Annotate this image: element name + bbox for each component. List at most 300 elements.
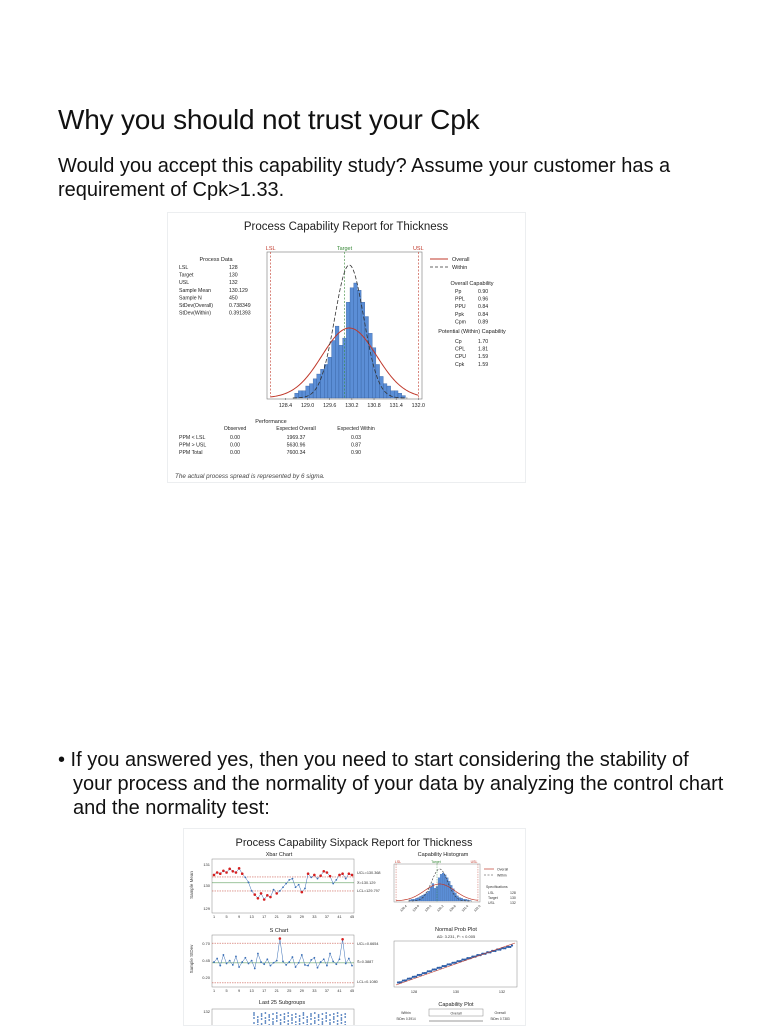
last25-point (329, 1019, 331, 1021)
last25-point (276, 1017, 278, 1019)
overall-capability-table (455, 289, 488, 325)
s-chart-point (335, 963, 337, 965)
cap-hist-bar (428, 891, 430, 901)
last25-point (314, 1012, 316, 1014)
s-chart-point (348, 958, 350, 960)
xbar-point (266, 894, 269, 897)
cap-hist-x-tick: 129.0 (411, 904, 421, 913)
xbar-point (253, 893, 256, 896)
last25-point (325, 1015, 327, 1017)
normal-prob-subtitle: AD: 3.231, P: < 0.005 (436, 934, 476, 939)
s-chart-point (248, 963, 250, 965)
cap-hist-bar (444, 875, 446, 901)
s-chart-point (301, 954, 303, 956)
last25-point (276, 1015, 278, 1017)
xbar-point (225, 871, 228, 874)
xbar-point (219, 872, 222, 875)
s-chart-point (307, 965, 309, 967)
normal-prob-point (440, 967, 442, 969)
cap-spec-header: Specifications (486, 885, 508, 889)
slide-title: Why you should not trust your Cpk (58, 104, 480, 135)
last25-point (287, 1020, 289, 1022)
s-chart-point (326, 965, 328, 967)
xbar-ylabel: Sample Mean (189, 871, 194, 899)
cap-plot-overall-label: Overall (494, 1011, 506, 1015)
s-chart-point (313, 957, 315, 959)
xbar-x-tick: 9 (238, 915, 241, 919)
last25-point (325, 1017, 327, 1019)
cap-plot-within-label: Within (401, 1011, 411, 1015)
s-chart-point (263, 963, 265, 965)
process-data-label: StDev(Overall) (179, 303, 214, 309)
report-title: Process Capability Report for Thickness (243, 221, 449, 233)
normal-prob-x-ticks (411, 990, 505, 994)
xbar-point (241, 872, 244, 875)
last25-point (310, 1013, 312, 1015)
potential-capability-label: Cp (455, 339, 462, 345)
cap-hist-x-tick: 128.4 (399, 904, 408, 913)
xbar-chart-title: Xbar Chart (265, 852, 293, 858)
cap-spec-value: 132 (510, 901, 516, 905)
last25-point (253, 1014, 255, 1016)
last25-point (333, 1018, 335, 1020)
last25-point (322, 1018, 324, 1020)
s-chart-point (288, 961, 290, 963)
last25-point (272, 1013, 274, 1015)
histogram-bar (350, 288, 354, 398)
last25-point (253, 1017, 255, 1019)
xbar-point (216, 871, 219, 874)
cap-hist-x-ticks (399, 904, 481, 913)
xbar-x-tick: 29 (299, 915, 304, 919)
last25-point (310, 1018, 312, 1020)
last25-point (261, 1013, 263, 1015)
last25-point (310, 1015, 312, 1017)
performance-value: 1969.37 (286, 435, 306, 441)
s-ytick-3: 0.20 (202, 975, 210, 980)
last25-point (257, 1019, 259, 1021)
xbar-point (273, 889, 275, 891)
last25-point (318, 1019, 320, 1021)
last25-point (299, 1023, 301, 1025)
s-chart-point (254, 968, 256, 970)
s-chart-x-tick: 1 (212, 989, 216, 993)
s-chart-point (213, 961, 215, 963)
x-tick-label: 128.4 (278, 403, 293, 409)
cap-hist-lsl: LSL (394, 860, 402, 864)
cap-spec-value: 128 (510, 891, 516, 895)
s-chart-x-tick: 45 (349, 989, 355, 993)
process-data-value: 130 (229, 272, 238, 279)
s-chart-point (332, 960, 334, 962)
cap-hist-target: Target (431, 860, 441, 864)
histogram-bar (361, 302, 365, 398)
s-chart-point (257, 953, 259, 955)
xbar-ytick-3: 129 (203, 906, 210, 911)
process-data-value: 132 (229, 280, 238, 287)
last25-point (276, 1020, 278, 1022)
performance-column-header: Observed (223, 426, 247, 432)
xbar-x-tick: 33 (312, 915, 317, 919)
cap-hist-bar (420, 896, 422, 901)
potential-capability-value: 1.59 (478, 361, 489, 368)
s-chart-point (219, 965, 221, 967)
process-data-value: 128 (229, 265, 238, 271)
cap-hist-bar (440, 874, 442, 901)
s-chart-x-tick: 29 (299, 989, 304, 993)
xbar-point (282, 886, 284, 888)
normal-prob-point (499, 949, 501, 951)
performance-value: 0.00 (229, 442, 241, 449)
cap-hist-bar (436, 886, 438, 901)
s-chart-point (223, 954, 225, 956)
performance-value: 0.00 (229, 450, 241, 457)
overall-capability-label: PPU (455, 304, 466, 311)
performance-value: 0.87 (350, 442, 362, 449)
last25-point (337, 1012, 339, 1014)
xbar-point (235, 871, 238, 874)
bullet-text: • If you answered yes, then you need to start considering the stability of your process and the normality of your data by analyzing the control chart and the normality test: (58, 749, 724, 819)
xbar-x-tick: 37 (324, 915, 330, 919)
xbar-point (257, 897, 260, 900)
s-chart-x-tick: 21 (274, 989, 279, 993)
s-chart-point (229, 960, 231, 962)
footnote: The actual process spread is represented by 6 sigma. (175, 473, 325, 480)
last25-point (253, 1012, 255, 1014)
process-data-label: LSL (179, 265, 189, 271)
xbar-point (338, 874, 341, 877)
normal-prob-point (445, 965, 447, 967)
s-chart-point (292, 956, 294, 958)
normal-prob-title: Normal Prob Plot (435, 927, 477, 933)
xbar-point (298, 884, 300, 886)
xbar-point (285, 883, 287, 885)
last25-point (291, 1017, 293, 1019)
performance-header: Performance (255, 419, 287, 425)
xbar-point (301, 891, 304, 894)
cap-plot-overall-box-label: Overall (450, 1011, 462, 1016)
s-chart-point (323, 958, 325, 960)
s-chart-point (260, 961, 262, 963)
histogram-bar (295, 393, 299, 398)
xbar-point (248, 881, 250, 883)
s-chart-point (216, 958, 218, 960)
xbar-lcl-label: LCL=129.797 (357, 889, 380, 893)
overall-capability-label: Pp (455, 289, 462, 295)
xbar-point (213, 874, 216, 877)
xbar-point (335, 879, 337, 881)
cap-spec-value: 130 (510, 896, 516, 900)
histogram-bar (335, 326, 339, 398)
xbar-x-tick: 5 (225, 915, 228, 919)
performance-value: 0.00 (229, 435, 241, 441)
s-chart-x-tick: 33 (312, 989, 317, 993)
sixpack-report-svg (184, 829, 525, 1025)
last25-ytick: 132 (203, 1009, 210, 1014)
last25-point (341, 1019, 343, 1021)
last25-point (295, 1013, 297, 1015)
cap-spec-label: Target (488, 896, 498, 900)
last25-point (341, 1017, 343, 1019)
xbar-point (310, 877, 312, 879)
s-chart-x-tick: 5 (225, 989, 228, 993)
last25-point (303, 1017, 305, 1019)
cap-hist-x-tick: 130.2 (436, 904, 445, 913)
histogram-bar (365, 317, 369, 398)
last25-point (299, 1015, 301, 1017)
xbar-point (295, 886, 297, 888)
normal-prob-point (511, 944, 513, 946)
xbar-point (269, 896, 272, 899)
last25-point (272, 1023, 274, 1025)
potential-capability-value: 1.59 (478, 354, 489, 361)
s-chart-x-tick: 25 (287, 989, 292, 993)
last25-point (299, 1020, 301, 1022)
last25-point (261, 1018, 263, 1020)
xbar-x-ticks (213, 915, 354, 919)
s-chart-point (226, 963, 228, 965)
normal-prob-point (430, 970, 432, 972)
usl-marker-label: USL (412, 246, 424, 252)
s-chart-x-ticks (213, 989, 354, 993)
s-chart-point (329, 953, 331, 955)
last25-point (306, 1021, 308, 1023)
last25-point (272, 1018, 274, 1020)
last25-point (287, 1012, 289, 1014)
s-chart-point (298, 962, 300, 964)
histogram-bar (298, 391, 302, 398)
xbar-point (332, 883, 334, 885)
histogram-x-ticks (279, 398, 425, 409)
last25-point (257, 1016, 259, 1018)
last25-point (344, 1013, 346, 1015)
xbar-point (228, 868, 231, 871)
overall-capability-value: 0.89 (478, 319, 489, 326)
cap-legend-overall: Overall (497, 867, 509, 872)
normal-prob-point (425, 972, 427, 974)
histogram-bar (339, 345, 343, 398)
last25-point (257, 1021, 259, 1023)
performance-value: 0.03 (350, 435, 362, 441)
last25-point (284, 1013, 286, 1015)
last25-point (303, 1012, 305, 1014)
cap-hist-bar (418, 898, 420, 902)
xbar-point (251, 890, 253, 892)
s-chart-x-tick: 9 (238, 989, 241, 993)
normal-prob-point (435, 968, 437, 970)
last25-point (287, 1023, 289, 1025)
overall-capability-label: Ppk (455, 311, 464, 318)
xbar-point (292, 878, 294, 880)
s-chart-point (285, 964, 287, 966)
last25-point (291, 1019, 293, 1021)
cap-plot-overall-row: StDev 0.7383 (490, 1017, 510, 1021)
performance-value: 7600.34 (286, 450, 306, 457)
last25-point (280, 1014, 282, 1016)
histogram-bar (317, 374, 321, 398)
cap-spec-label: USL (488, 901, 495, 905)
overall-capability-value: 0.84 (478, 304, 489, 311)
last25-point (295, 1016, 297, 1018)
s-chart-point (273, 962, 275, 964)
last25-point (329, 1014, 331, 1016)
overall-capability-header: Overall Capability (450, 281, 494, 287)
target-marker-label: Target (336, 246, 353, 252)
last25-point (261, 1023, 263, 1025)
cap-hist-bar (434, 888, 436, 901)
cap-plot-within-row: StDev 0.3914 (396, 1017, 416, 1021)
last25-point (341, 1014, 343, 1016)
s-chart-point (317, 967, 319, 969)
process-data-label: Sample N (179, 295, 202, 302)
s-chart-point (232, 964, 234, 966)
normal-prob-x-tick: 132 (498, 990, 506, 994)
overall-capability-label: Cpm (455, 319, 466, 326)
histogram-bar (387, 386, 391, 398)
xbar-point (326, 871, 329, 874)
potential-capability-value: 1.81 (478, 346, 489, 353)
s-chart-point (320, 961, 322, 963)
last25-point (337, 1020, 339, 1022)
xbar-x-tick: 25 (287, 915, 292, 919)
histogram-bar (324, 364, 328, 398)
last25-point (284, 1018, 286, 1020)
performance-column-header: Expected Overall (276, 426, 316, 432)
last25-point (333, 1013, 335, 1015)
last25-point (322, 1023, 324, 1025)
xbar-point (345, 878, 347, 880)
histogram-bar (368, 333, 372, 398)
cap-hist-x-tick: 129.6 (423, 904, 433, 913)
s-chart-x-tick: 41 (337, 989, 342, 993)
x-tick-label: 130.2 (345, 403, 359, 409)
last25-point (333, 1016, 335, 1018)
performance-row-label: PPM < LSL (179, 435, 206, 441)
xbar-frame (212, 859, 354, 913)
s-center-label: S̄=0.3887 (357, 960, 374, 964)
last25-point (306, 1019, 308, 1021)
overall-capability-value: 0.90 (478, 289, 489, 295)
overall-capability-value: 0.84 (478, 311, 489, 318)
s-chart-point (251, 960, 253, 962)
xbar-x-tick: 1 (212, 915, 216, 919)
xbar-ytick-1: 131 (203, 862, 210, 867)
xbar-point (222, 869, 225, 872)
cap-plot-title: Capability Plot (438, 1002, 474, 1008)
s-chart-point (241, 961, 243, 963)
xbar-point (317, 878, 319, 880)
last25-point (261, 1015, 263, 1017)
performance-value: 0.90 (350, 450, 362, 457)
process-data-label: StDev(Within) (179, 310, 211, 317)
s-lcl-label: LCL=0.1080 (357, 980, 378, 984)
cap-hist-x-tick: 132.0 (473, 904, 482, 913)
last25-point (295, 1021, 297, 1023)
potential-capability-table (455, 339, 488, 368)
s-chart-point (310, 959, 312, 961)
s-chart-point (304, 964, 306, 966)
histogram-bar (383, 384, 387, 398)
process-data-value: 130.129 (229, 287, 248, 294)
process-data-label: Sample Mean (179, 287, 212, 294)
xbar-center-label: X̄=130.129 (357, 881, 376, 885)
xbar-point (232, 870, 235, 873)
s-chart-point (351, 965, 353, 967)
potential-capability-label: Cpk (455, 361, 465, 368)
s-chart-ylabel: Sample StDev (189, 944, 194, 974)
normal-prob-x-tick: 128 (410, 990, 418, 994)
last25-point (344, 1016, 346, 1018)
s-chart-point (295, 966, 297, 968)
last25-point (337, 1023, 339, 1025)
s-chart-point (282, 960, 284, 962)
process-data-label: Target (179, 272, 194, 279)
potential-capability-value: 1.70 (478, 339, 489, 345)
xbar-point (304, 888, 306, 890)
histogram-bar (309, 384, 313, 398)
last25-point (268, 1016, 270, 1018)
x-tick-label: 129.6 (323, 403, 337, 409)
normal-prob-point (504, 947, 506, 949)
xbar-point (319, 874, 322, 877)
performance-row-label: PPM > USL (179, 442, 207, 449)
capability-report-svg (168, 213, 525, 482)
legend-within-label: Within (452, 265, 468, 271)
histogram-bar (391, 391, 395, 398)
xbar-point (351, 874, 354, 877)
cap-legend-within: Within (497, 873, 507, 878)
last25-point (265, 1020, 267, 1022)
last25-point (280, 1019, 282, 1021)
last25-point (325, 1012, 327, 1014)
s-chart-title: S Chart (269, 928, 289, 934)
performance-row-label: PPM Total (179, 450, 203, 457)
xbar-point (288, 879, 290, 881)
cap-spec-table (488, 891, 516, 905)
last25-point (322, 1013, 324, 1015)
xbar-point (341, 872, 344, 875)
last25-point (272, 1021, 274, 1023)
last25-point (287, 1015, 289, 1017)
s-chart-point (276, 960, 278, 962)
x-tick-label: 129.0 (300, 403, 315, 409)
last25-point (322, 1021, 324, 1023)
xbar-point (348, 872, 351, 875)
last25-point (318, 1014, 320, 1016)
process-data-table (179, 265, 251, 317)
xbar-x-tick: 45 (349, 915, 355, 919)
question-text: Would you accept this capability study? Assume your customer has a requirement of Cpk>1.33. (58, 155, 671, 201)
s-chart-x-tick: 13 (249, 989, 254, 993)
xbar-point (322, 870, 325, 873)
last25-point (284, 1021, 286, 1023)
xbar-point (263, 898, 266, 901)
s-chart-point (238, 966, 240, 968)
last25-point (314, 1020, 316, 1022)
x-tick-label: 131.4 (389, 403, 403, 409)
normal-prob-point (509, 946, 511, 948)
xbar-ucl-label: UCL=130.368 (357, 871, 381, 875)
s-ucl-label: UCL=0.6654 (357, 942, 379, 946)
last25-point (284, 1016, 286, 1018)
x-tick-label: 132.0 (411, 403, 425, 409)
overall-capability-value: 0.96 (478, 296, 489, 303)
last25-point (291, 1014, 293, 1016)
s-chart-point (345, 963, 347, 965)
process-data-value: 0.738349 (229, 303, 251, 309)
overall-capability-label: PPL (455, 296, 465, 303)
histogram-bar (346, 302, 350, 398)
